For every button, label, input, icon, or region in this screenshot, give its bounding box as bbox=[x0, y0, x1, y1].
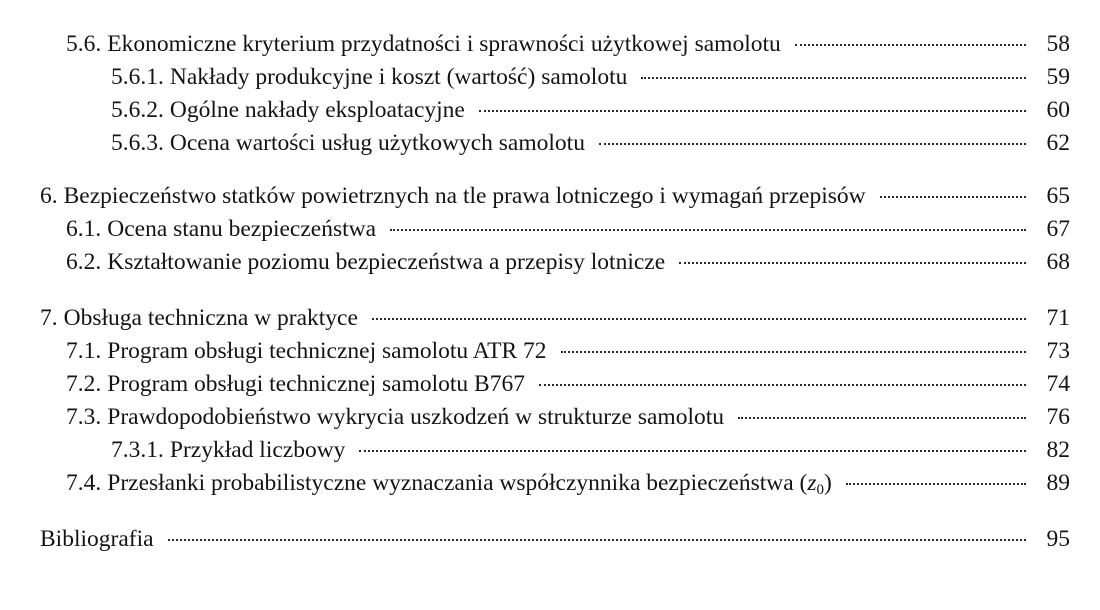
toc-entry-5-6 bbox=[66, 28, 1070, 60]
entry-number: 5.6.1. bbox=[111, 64, 164, 90]
entry-page-number: 73 bbox=[1046, 338, 1070, 364]
toc-entry-chapter-6 bbox=[40, 180, 1070, 212]
toc-entry-5-6-3 bbox=[111, 127, 1070, 159]
dot-leader bbox=[561, 351, 1026, 353]
toc-entry-chapter-7 bbox=[40, 302, 1070, 334]
entry-title: Bibliografia bbox=[40, 526, 154, 552]
toc-entry-bibliography bbox=[40, 523, 1070, 555]
entry-page-number: 67 bbox=[1046, 216, 1070, 242]
entry-number: 7.4. bbox=[66, 470, 102, 496]
entry-number: 7.1. bbox=[66, 338, 102, 364]
entry-title: Przykład liczbowy bbox=[169, 437, 346, 463]
entry-title-subscript: 0 bbox=[816, 482, 825, 498]
dot-leader bbox=[479, 110, 1026, 112]
dot-leader bbox=[738, 417, 1026, 419]
entry-title: Program obsługi technicznej samolotu B767 bbox=[107, 371, 525, 397]
entry-page-number: 62 bbox=[1046, 130, 1070, 156]
dot-leader bbox=[372, 318, 1026, 320]
entry-title bbox=[107, 467, 832, 506]
entry-number: 5.6.2. bbox=[111, 97, 164, 123]
toc-entry-5-6-2 bbox=[111, 94, 1070, 126]
entry-title: Prawdopodobieństwo wykrycia uszkodzeń w strukturze samolotu bbox=[107, 404, 724, 430]
entry-number: 7.2. bbox=[66, 371, 102, 397]
entry-number: 5.6. bbox=[66, 31, 102, 57]
dot-leader bbox=[599, 143, 1026, 145]
entry-number: 5.6.3. bbox=[111, 130, 164, 156]
entry-title: Ocena stanu bezpieczeństwa bbox=[107, 216, 377, 242]
entry-title: Nakłady produkcyjne i koszt (wartość) samolotu bbox=[169, 64, 628, 90]
entry-page-number: 59 bbox=[1046, 64, 1070, 90]
entry-page-number: 76 bbox=[1046, 404, 1070, 430]
entry-page-number: 60 bbox=[1046, 97, 1070, 123]
entry-page-number: 89 bbox=[1046, 470, 1070, 496]
entry-page-number: 74 bbox=[1046, 371, 1070, 397]
entry-title-close: ) bbox=[824, 470, 832, 496]
entry-page-number: 68 bbox=[1046, 249, 1070, 275]
toc-entry-7-4 bbox=[66, 467, 1070, 499]
dot-leader bbox=[846, 483, 1026, 485]
dot-leader bbox=[880, 196, 1026, 198]
dot-leader bbox=[390, 229, 1026, 231]
toc-entry-7-2 bbox=[66, 368, 1070, 400]
dot-leader bbox=[359, 450, 1026, 452]
toc-entry-7-3 bbox=[66, 401, 1070, 433]
entry-title: Ocena wartości usług użytkowych samolotu bbox=[169, 130, 585, 156]
entry-page-number: 71 bbox=[1046, 305, 1070, 331]
dot-leader bbox=[679, 262, 1026, 264]
entry-number: 7.3.1. bbox=[111, 437, 164, 463]
dot-leader bbox=[795, 44, 1026, 46]
toc-entry-6-1 bbox=[66, 213, 1070, 245]
entry-title: Ogólne nakłady eksploatacyjne bbox=[169, 97, 465, 123]
toc-entry-6-2 bbox=[66, 246, 1070, 278]
entry-page-number: 58 bbox=[1046, 31, 1070, 57]
entry-title: Program obsługi technicznej samolotu ATR 72 bbox=[107, 338, 547, 364]
entry-number: 6.1. bbox=[66, 216, 102, 242]
entry-title-variable: z bbox=[807, 470, 817, 496]
toc-entry-7-1 bbox=[66, 335, 1070, 367]
entry-number: 6. bbox=[40, 183, 58, 209]
entry-title: Obsługa techniczna w praktyce bbox=[63, 305, 358, 331]
entry-title-text: Przesłanki probabilistyczne wyznaczania współczynnika bezpieczeństwa ( bbox=[107, 470, 808, 496]
dot-leader bbox=[641, 77, 1026, 79]
toc-entry-5-6-1 bbox=[111, 61, 1070, 93]
dot-leader bbox=[539, 384, 1026, 386]
entry-title: Bezpieczeństwo statków powietrznych na tle prawa lotniczego i wymagań przepisów bbox=[63, 183, 866, 209]
entry-title: Ekonomiczne kryterium przydatności i sprawności użytkowej samolotu bbox=[107, 31, 781, 57]
entry-title: Kształtowanie poziomu bezpieczeństwa a przepisy lotnicze bbox=[107, 249, 666, 275]
entry-page-number: 95 bbox=[1046, 526, 1070, 552]
entry-number: 7.3. bbox=[66, 404, 102, 430]
dot-leader bbox=[168, 539, 1026, 541]
entry-page-number: 65 bbox=[1046, 183, 1070, 209]
entry-number: 7. bbox=[40, 305, 58, 331]
toc-entry-7-3-1 bbox=[111, 434, 1070, 466]
entry-page-number: 82 bbox=[1046, 437, 1070, 463]
entry-number: 6.2. bbox=[66, 249, 102, 275]
